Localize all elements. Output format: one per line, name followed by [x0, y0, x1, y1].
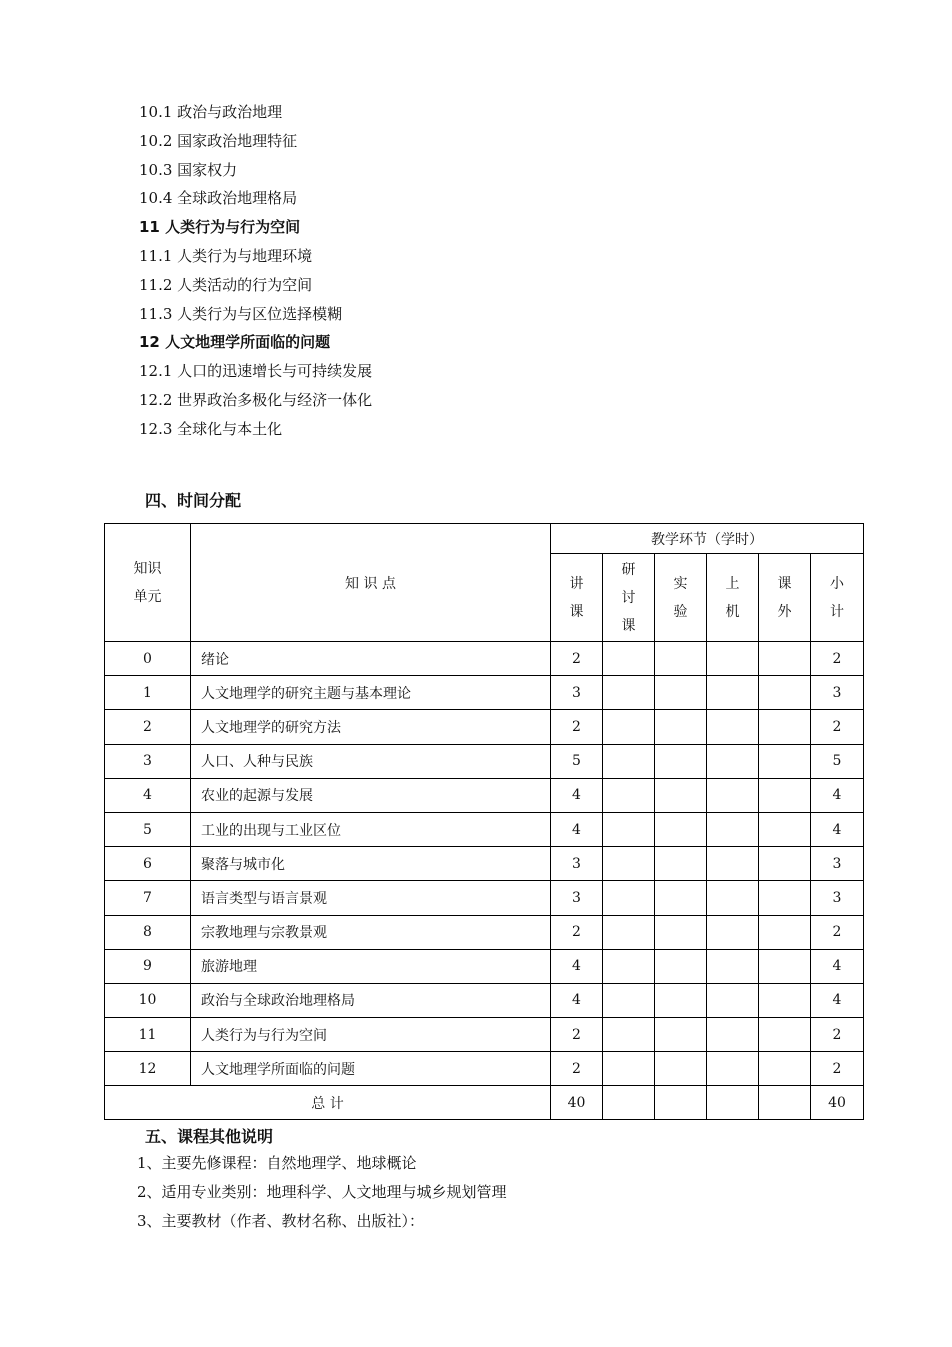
row-computer [707, 881, 759, 915]
row-topic: 人文地理学的研究方法 [191, 710, 551, 744]
row-computer [707, 642, 759, 676]
row-topic: 政治与全球政治地理格局 [191, 983, 551, 1017]
header-col-subtotal: 小 计 [811, 554, 864, 642]
row-extracurricular [759, 983, 811, 1017]
row-lecture: 2 [551, 710, 603, 744]
row-experiment [655, 1052, 707, 1086]
row-seminar [603, 847, 655, 881]
row-computer [707, 847, 759, 881]
row-seminar [603, 676, 655, 710]
row-subtotal: 4 [811, 983, 864, 1017]
outline-item: 12.3 全球化与本土化 [139, 419, 283, 438]
table-row [105, 949, 864, 983]
row-subtotal: 2 [811, 642, 864, 676]
outline-item: 10.4 全球政治地理格局 [139, 189, 298, 208]
header-col-extracurricular: 课 外 [759, 554, 811, 642]
outline-item: 11.2 人类活动的行为空间 [139, 275, 313, 294]
total-empty [759, 1086, 811, 1120]
header-col-seminar: 研 讨 课 [603, 554, 655, 642]
row-computer [707, 778, 759, 812]
row-experiment [655, 847, 707, 881]
table-row [105, 983, 864, 1017]
total-empty [603, 1086, 655, 1120]
row-topic: 工业的出现与工业区位 [191, 812, 551, 846]
table-row [105, 642, 864, 676]
outline-item: 11.3 人类行为与区位选择模糊 [139, 304, 343, 323]
row-subtotal: 2 [811, 915, 864, 949]
row-experiment [655, 710, 707, 744]
row-extracurricular [759, 847, 811, 881]
row-topic: 人文地理学的研究主题与基本理论 [191, 676, 551, 710]
row-unit: 7 [105, 881, 191, 915]
row-computer [707, 949, 759, 983]
row-unit: 0 [105, 642, 191, 676]
row-lecture: 4 [551, 778, 603, 812]
row-experiment [655, 676, 707, 710]
row-lecture: 2 [551, 642, 603, 676]
header-teaching-segments: 教学环节（学时） [551, 524, 864, 554]
time-allocation-table [104, 523, 864, 1120]
header-col-lecture: 讲 课 [551, 554, 603, 642]
row-unit: 12 [105, 1052, 191, 1086]
table-row [105, 1018, 864, 1052]
row-extracurricular [759, 1052, 811, 1086]
total-subtotal: 40 [811, 1086, 864, 1120]
row-topic: 农业的起源与发展 [191, 778, 551, 812]
row-seminar [603, 778, 655, 812]
row-lecture: 4 [551, 812, 603, 846]
row-topic: 旅游地理 [191, 949, 551, 983]
note-item: 3、主要教材（作者、教材名称、出版社）： [137, 1212, 425, 1230]
row-computer [707, 1018, 759, 1052]
row-experiment [655, 983, 707, 1017]
row-subtotal: 4 [811, 812, 864, 846]
row-unit: 4 [105, 778, 191, 812]
note-item: 2、适用专业类别：地理科学、人文地理与城乡规划管理 [137, 1183, 507, 1201]
header-unit [105, 524, 191, 642]
header-unit-label: 知识 单元 [133, 560, 162, 605]
row-extracurricular [759, 915, 811, 949]
section-5-title: 五、课程其他说明 [145, 1127, 274, 1146]
row-topic: 绪论 [191, 642, 551, 676]
row-computer [707, 1052, 759, 1086]
row-unit: 2 [105, 710, 191, 744]
outline-item: 11.1 人类行为与地理环境 [139, 247, 313, 265]
row-lecture: 4 [551, 949, 603, 983]
table-row [105, 710, 864, 744]
total-empty [707, 1086, 759, 1120]
row-unit: 3 [105, 744, 191, 778]
outline-item: 10.1 政治与政治地理 [139, 103, 283, 121]
row-seminar [603, 1052, 655, 1086]
row-seminar [603, 983, 655, 1017]
header-col-computer: 上 机 [707, 554, 759, 642]
row-lecture: 2 [551, 1052, 603, 1086]
row-subtotal: 3 [811, 881, 864, 915]
row-topic: 聚落与城市化 [191, 847, 551, 881]
header-col-experiment: 实 验 [655, 554, 707, 642]
row-unit: 9 [105, 949, 191, 983]
row-seminar [603, 1018, 655, 1052]
row-lecture: 2 [551, 915, 603, 949]
row-unit: 8 [105, 915, 191, 949]
row-extracurricular [759, 949, 811, 983]
row-topic: 人类行为与行为空间 [191, 1018, 551, 1052]
table-header-row [105, 524, 864, 554]
row-experiment [655, 949, 707, 983]
outline-item: 12.2 世界政治多极化与经济一体化 [139, 391, 373, 409]
table-row [105, 1052, 864, 1086]
row-seminar [603, 710, 655, 744]
row-lecture: 2 [551, 1018, 603, 1052]
row-subtotal: 4 [811, 778, 864, 812]
row-seminar [603, 744, 655, 778]
row-subtotal: 3 [811, 847, 864, 881]
note-item: 1、主要先修课程：自然地理学、地球概论 [137, 1154, 417, 1172]
row-computer [707, 812, 759, 846]
row-experiment [655, 812, 707, 846]
row-lecture: 3 [551, 676, 603, 710]
row-computer [707, 710, 759, 744]
row-extracurricular [759, 642, 811, 676]
row-subtotal: 2 [811, 710, 864, 744]
row-subtotal: 4 [811, 949, 864, 983]
row-seminar [603, 915, 655, 949]
outline-item: 12.1 人口的迅速增长与可持续发展 [139, 362, 373, 381]
header-topic: 知 识 点 [191, 524, 551, 642]
outline-chapter-heading: 12 人文地理学所面临的问题 [139, 333, 331, 352]
row-extracurricular [759, 881, 811, 915]
table-total-row [105, 1086, 864, 1120]
row-seminar [603, 812, 655, 846]
outline-item: 10.3 国家权力 [139, 160, 238, 179]
table-row [105, 676, 864, 710]
row-unit: 5 [105, 812, 191, 846]
total-lecture: 40 [551, 1086, 603, 1120]
row-experiment [655, 1018, 707, 1052]
row-lecture: 4 [551, 983, 603, 1017]
row-lecture: 3 [551, 847, 603, 881]
row-topic: 语言类型与语言景观 [191, 881, 551, 915]
row-seminar [603, 949, 655, 983]
row-computer [707, 983, 759, 1017]
table-row [105, 744, 864, 778]
row-experiment [655, 744, 707, 778]
row-extracurricular [759, 676, 811, 710]
row-topic: 人口、人种与民族 [191, 744, 551, 778]
row-computer [707, 915, 759, 949]
row-seminar [603, 642, 655, 676]
table-row [105, 915, 864, 949]
row-extracurricular [759, 710, 811, 744]
row-extracurricular [759, 812, 811, 846]
row-unit: 6 [105, 847, 191, 881]
section-4-title: 四、时间分配 [145, 491, 242, 510]
row-experiment [655, 915, 707, 949]
row-computer [707, 676, 759, 710]
row-subtotal: 5 [811, 744, 864, 778]
row-extracurricular [759, 744, 811, 778]
row-subtotal: 3 [811, 676, 864, 710]
row-computer [707, 744, 759, 778]
row-extracurricular [759, 778, 811, 812]
row-subtotal: 2 [811, 1018, 864, 1052]
total-label: 总 计 [105, 1086, 551, 1120]
row-lecture: 3 [551, 881, 603, 915]
row-topic: 宗教地理与宗教景观 [191, 915, 551, 949]
row-unit: 10 [105, 983, 191, 1017]
row-seminar [603, 881, 655, 915]
outline-chapter-heading: 11 人类行为与行为空间 [139, 218, 301, 237]
row-lecture: 5 [551, 744, 603, 778]
row-experiment [655, 881, 707, 915]
table-row [105, 778, 864, 812]
outline-item: 10.2 国家政治地理特征 [139, 131, 298, 150]
row-topic: 人文地理学所面临的问题 [191, 1052, 551, 1086]
table-row [105, 812, 864, 846]
row-unit: 1 [105, 676, 191, 710]
total-empty [655, 1086, 707, 1120]
row-unit: 11 [105, 1018, 191, 1052]
row-extracurricular [759, 1018, 811, 1052]
row-experiment [655, 778, 707, 812]
table-row [105, 881, 864, 915]
row-subtotal: 2 [811, 1052, 864, 1086]
table-row [105, 847, 864, 881]
row-experiment [655, 642, 707, 676]
